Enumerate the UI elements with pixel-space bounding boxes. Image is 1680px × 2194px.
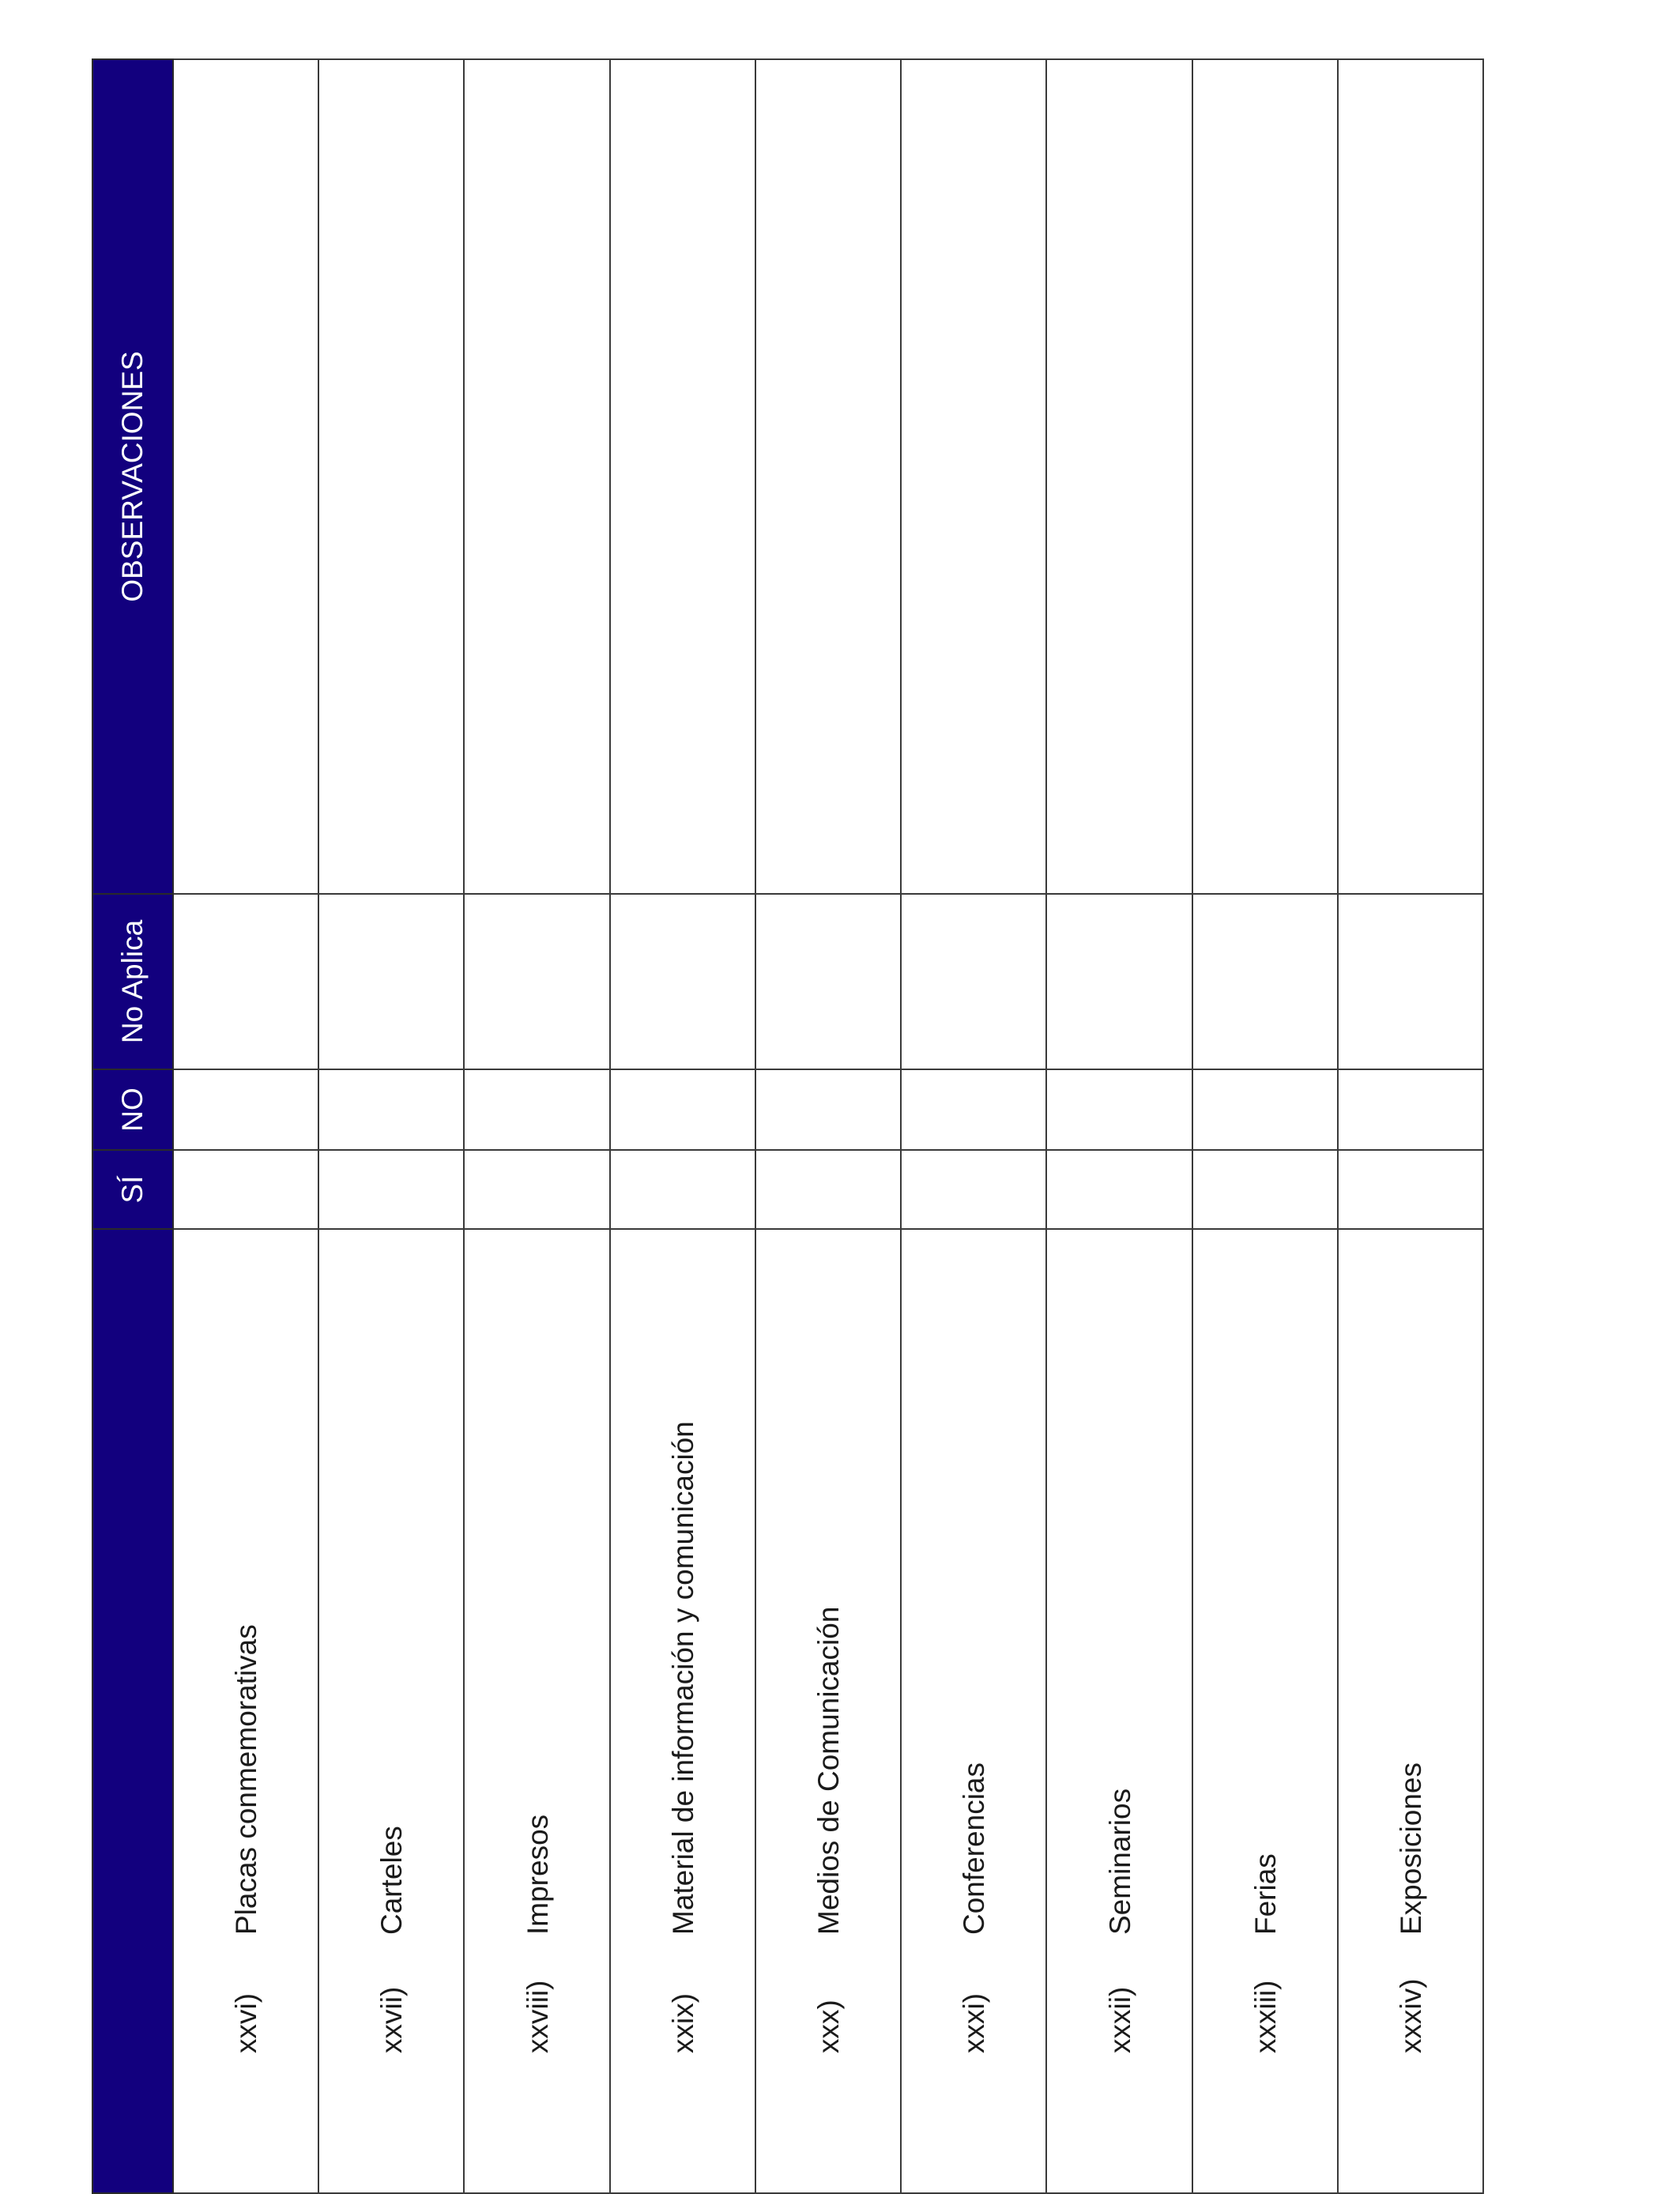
observaciones-cell[interactable] [173,59,318,894]
row-label: Impresos [521,1814,554,1935]
no-cell[interactable] [610,1069,755,1150]
row-concept [1192,1229,1338,2193]
header-observaciones: OBSERVACIONES [92,59,173,894]
no-cell[interactable] [1338,1069,1483,1150]
checklist-table [92,58,1484,2194]
row-number: xxxiii) [1249,1980,1282,2053]
table-row [610,59,755,2193]
no-aplica-cell[interactable] [1192,894,1338,1069]
no-cell[interactable] [318,1069,464,1150]
observaciones-cell[interactable] [1046,59,1192,894]
observaciones-cell[interactable] [318,59,464,894]
no-aplica-cell[interactable] [1338,894,1483,1069]
checklist-table-container [92,60,1484,2194]
row-label: Exposiciones [1394,1762,1427,1935]
row-concept [318,1229,464,2193]
row-number: xxxiv) [1394,1978,1427,2053]
row-label: Carteles [375,1826,409,1935]
table-row [1046,59,1192,2193]
si-cell[interactable] [173,1150,318,1229]
row-number: xxx) [812,2000,846,2053]
no-cell[interactable] [1192,1069,1338,1150]
row-concept [610,1229,755,2193]
row-label: Placas conmemorativas [230,1624,263,1935]
row-concept [464,1229,609,2193]
no-aplica-cell[interactable] [1046,894,1192,1069]
no-cell[interactable] [901,1069,1046,1150]
si-cell[interactable] [1192,1150,1338,1229]
observaciones-cell[interactable] [1192,59,1338,894]
table-row [173,59,318,2193]
row-label: Conferencias [958,1762,991,1935]
row-concept [1338,1229,1483,2193]
row-number: xxviii) [521,1980,554,2053]
si-cell[interactable] [464,1150,609,1229]
header-row [92,59,173,2193]
si-cell[interactable] [755,1150,901,1229]
row-number: xxxi) [958,1992,991,2053]
row-number: xxix) [666,1992,699,2053]
no-aplica-cell[interactable] [173,894,318,1069]
si-cell[interactable] [1338,1150,1483,1229]
no-aplica-cell[interactable] [610,894,755,1069]
observaciones-cell[interactable] [610,59,755,894]
no-cell[interactable] [173,1069,318,1150]
no-aplica-cell[interactable] [901,894,1046,1069]
table-row [755,59,901,2193]
row-concept [173,1229,318,2193]
row-label: Material de información y comunicación [666,1421,699,1935]
row-number: xxxii) [1103,1986,1136,2053]
table-row [464,59,609,2193]
si-cell[interactable] [318,1150,464,1229]
row-label: Seminarios [1103,1788,1136,1935]
table-row [1338,59,1483,2193]
table-row [1192,59,1338,2193]
table-row [318,59,464,2193]
si-cell[interactable] [610,1150,755,1229]
row-concept [1046,1229,1192,2193]
row-label: Medios de Comunicación [812,1606,846,1935]
no-cell[interactable] [755,1069,901,1150]
no-aplica-cell[interactable] [318,894,464,1069]
no-aplica-cell[interactable] [464,894,609,1069]
row-number: xxvii) [375,1986,409,2053]
no-cell[interactable] [1046,1069,1192,1150]
observaciones-cell[interactable] [755,59,901,894]
observaciones-cell[interactable] [464,59,609,894]
si-cell[interactable] [1046,1150,1192,1229]
row-concept [755,1229,901,2193]
header-si: SÍ [92,1150,173,1229]
observaciones-cell[interactable] [1338,59,1483,894]
header-concept [92,1229,173,2193]
header-no-aplica: No Aplica [92,894,173,1069]
no-cell[interactable] [464,1069,609,1150]
observaciones-cell[interactable] [901,59,1046,894]
row-concept [901,1229,1046,2193]
table-row [901,59,1046,2193]
row-number: xxvi) [230,1992,263,2053]
row-label: Ferias [1249,1853,1282,1935]
si-cell[interactable] [901,1150,1046,1229]
no-aplica-cell[interactable] [755,894,901,1069]
header-no: NO [92,1069,173,1150]
